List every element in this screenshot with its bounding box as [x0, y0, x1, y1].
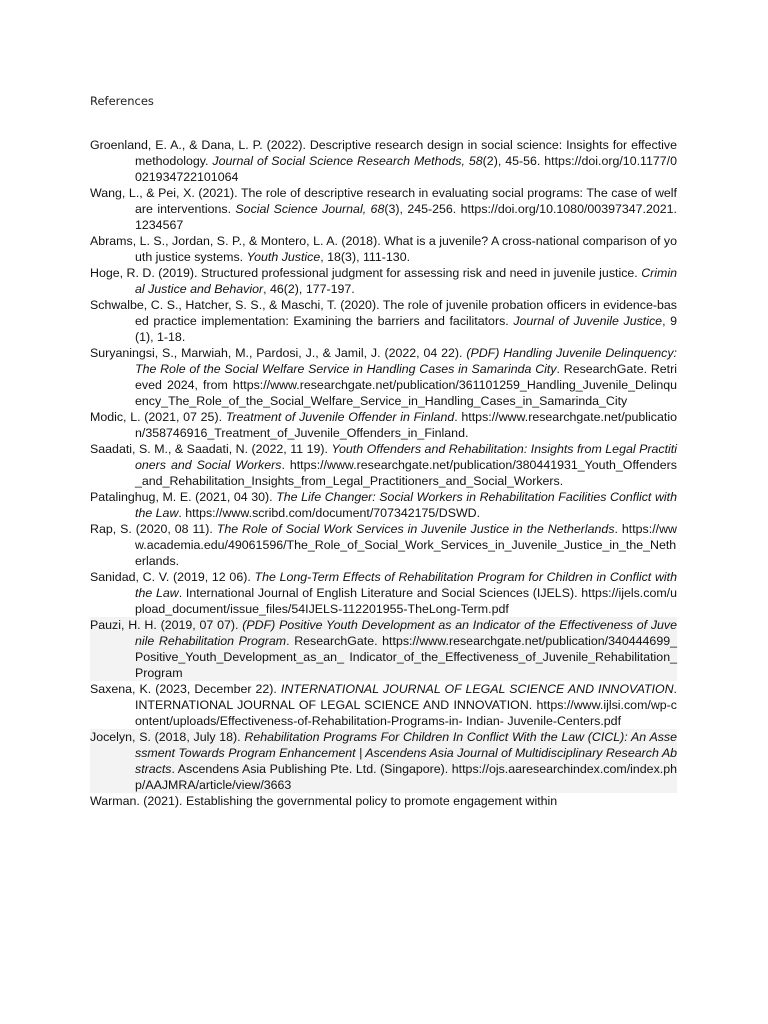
reference-text: . ResearchGate. Retrieved 2024, from https://www.researchgate.net/publication/361101259_Handling_Juvenile_Delinquency_The_Role_of_the_Social_Welfare_Service_in_Handling_Cases_in_Samarinda_City: [135, 362, 677, 408]
reference-entry: [90, 793, 677, 809]
reference-text: . International Journal of English Literature and Social Sciences (IJELS). https://ijels.com/upload_document/issue_files/54IJELS-112201955-TheLong-Term.pdf: [135, 586, 677, 616]
reference-text: Jocelyn, S. (2018, July 18).: [90, 730, 245, 744]
reference-entry: [90, 233, 677, 265]
reference-title: Journal of Juvenile Justice: [513, 314, 663, 328]
reference-text: . https://www.scribd.com/document/707342175/DSWD.: [178, 506, 481, 520]
reference-entry: [90, 137, 677, 185]
reference-entry: [90, 265, 677, 297]
reference-text: Patalinghug, M. E. (2021, 04 30).: [90, 490, 277, 504]
reference-entry: [90, 489, 677, 521]
reference-text: Rap, S. (2020, 08 11).: [90, 522, 217, 536]
reference-text: . INTERNATIONAL JOURNAL OF LEGAL SCIENCE AND INNOVATION. https://www.ijlsi.com/wp-content/uploads/Effectiveness-of-Rehabilitation-Programs-in- Indian- Juvenile-Centers.pdf: [135, 682, 677, 728]
reference-text: , 9(1), 1-18.: [135, 314, 677, 344]
reference-title: (PDF) Positive Youth Development as an Indicator of the Effectiveness of Juvenile Rehabilitation Program: [135, 618, 678, 648]
reference-text: Saxena, K. (2023, December 22).: [90, 682, 281, 696]
reference-text: Saadati, S. M., & Saadati, N. (2022, 11 19).: [90, 442, 332, 456]
reference-text: Abrams, L. S., Jordan, S. P., & Montero, L. A. (2018). What is a juvenile? A cross-national comparison of youth justice systems.: [90, 234, 677, 264]
reference-title: The Life Changer: Social Workers in Rehabilitation Facilities Conflict with the Law: [135, 490, 677, 520]
reference-title: The Role of Social Work Services in Juvenile Justice in the Netherlands: [216, 522, 615, 536]
reference-entry: [90, 185, 677, 233]
reference-title: Treatment of Juvenile Offender in Finland: [225, 410, 455, 424]
reference-title: INTERNATIONAL JOURNAL OF LEGAL SCIENCE AND INNOVATION: [280, 682, 674, 696]
reference-entry: [90, 569, 677, 617]
reference-text: Modic, L. (2021, 07 25).: [90, 410, 226, 424]
reference-list: [90, 137, 677, 809]
reference-text: Hoge, R. D. (2019). Structured professional judgment for assessing risk and need in juvenile justice.: [90, 266, 642, 280]
reference-entry: [90, 617, 677, 681]
reference-entry: [90, 409, 677, 441]
reference-entry: [90, 729, 677, 793]
reference-text: Groenland, E. A., & Dana, L. P. (2022). Descriptive research design in social science: Insights for effective methodology.: [90, 138, 677, 168]
reference-title: Social Science Journal, 68: [235, 202, 385, 216]
reference-title: Rehabilitation Programs For Children In Conflict With the Law (CICL): An Assessment Towards Program Enhancement | Ascendens Asia Journal of Multidisciplinary Research Abstracts: [135, 730, 678, 776]
reference-title: Journal of Social Science Research Methods, 58: [212, 154, 483, 168]
reference-title: Youth Justice: [246, 250, 321, 264]
reference-text: . https://www.researchgate.net/publication/380441931_Youth_Offenders_and_Rehabilitation_Insights_from_Legal_Practitioners_and_Social_Workers.: [135, 458, 677, 488]
references-heading: References: [90, 94, 154, 108]
reference-entry: [90, 297, 677, 345]
reference-entry: [90, 521, 677, 569]
reference-text: Pauzi, H. H. (2019, 07 07).: [90, 618, 243, 632]
reference-text: . https://www.academia.edu/49061596/The_Role_of_Social_Work_Services_in_Juvenile_Justice_in_the_Netherlands.: [135, 522, 677, 568]
reference-title: The Long-Term Effects of Rehabilitation Program for Children in Conflict with the Law: [135, 570, 678, 600]
reference-entry: [90, 345, 677, 409]
reference-text: (2), 45-56. https://doi.org/10.1177/0021934722101064: [135, 154, 678, 184]
reference-text: . https://www.researchgate.net/publication/358746916_Treatment_of_Juvenile_Offenders_in_Finland.: [135, 410, 677, 440]
reference-text: (3), 245-256. https://doi.org/10.1080/00397347.2021.1234567: [135, 202, 677, 232]
reference-text: Suryaningsi, S., Marwiah, M., Pardosi, J., & Jamil, J. (2022, 04 22).: [90, 346, 467, 360]
reference-text: Schwalbe, C. S., Hatcher, S. S., & Maschi, T. (2020). The role of juvenile probation officers in evidence-based practice implementation: Examining the barriers and facilitators.: [90, 298, 677, 328]
reference-entry: [90, 681, 677, 729]
reference-title: (PDF) Handling Juvenile Delinquency: The Role of the Social Welfare Service in Handling Cases in Samarinda City: [135, 346, 677, 376]
reference-text: . ResearchGate. https://www.researchgate.net/publication/340444699_Positive_Youth_Development_as_an_ Indicator_of_the_Effectiveness_of_Juvenile_Rehabilitation_Program: [135, 634, 677, 680]
reference-text: Warman. (2021). Establishing the governmental policy to promote engagement within: [90, 794, 558, 808]
reference-text: Sanidad, C. V. (2019, 12 06).: [90, 570, 255, 584]
reference-text: Wang, L., & Pei, X. (2021). The role of descriptive research in evaluating social programs: The case of welfare interventions.: [90, 186, 677, 216]
reference-text: , 46(2), 177-197.: [263, 282, 355, 296]
reference-title: Youth Offenders and Rehabilitation: Insights from Legal Practitioners and Social Workers: [135, 442, 677, 472]
reference-text: . Ascendens Asia Publishing Pte. Ltd. (Singapore). https://ojs.aaresearchindex.com/index.php/AAJMRA/article/view/3663: [135, 762, 677, 792]
reference-text: , 18(3), 111-130.: [320, 250, 411, 264]
reference-title: Criminal Justice and Behavior: [135, 266, 677, 296]
reference-entry: [90, 441, 677, 489]
